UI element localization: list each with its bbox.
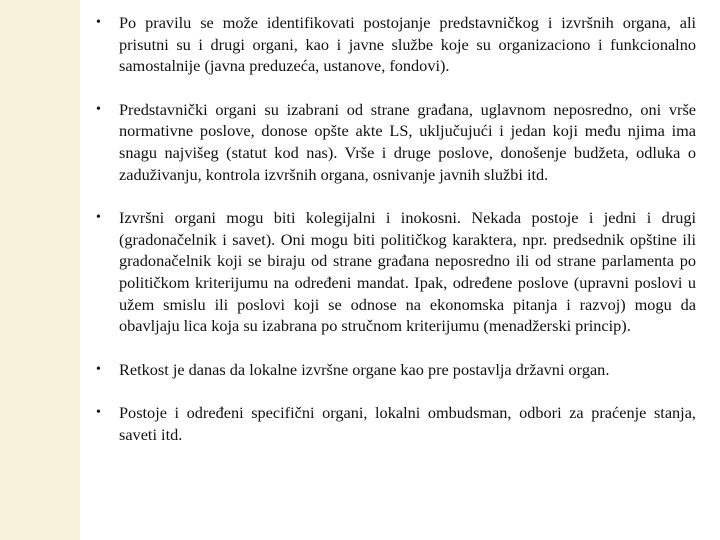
- bullet-item-3: [94, 207, 696, 337]
- bullet-text: Po pravilu se može identifikovati postojanje predstavničkog i izvršnih organa, ali prisutni su i drugi organi, kao i javne službe koje su organizaciono i funkcionalno samostalnije (javna preduzeća, ustanove, fondovi).: [119, 13, 696, 76]
- bullet-text: Predstavnički organi su izabrani od strane građana, uglavnom neposredno, oni vrše normativne poslove, donose opšte akte LS, uključujući i jedan koji među njima ima snagu najvišeg (statut kod nas). Vrše i druge poslove, donošenje budžeta, odluka o zaduživanju, kontrola izvršnih organa, osnivanje javnih službi itd.: [119, 99, 696, 184]
- bullet-text: Izvršni organi mogu biti kolegijalni i inokosni. Nekada postoje i jedni i drugi (gradonačelnik i savet). Oni mogu biti političkog karaktera, npr. predsednik opštine ili gradonačelnik koji se biraju od strane građana neposredno ili od strane parlamenta po političkom kriterijumu na određeni mandat. Ipak, određene poslove (upravni poslovi u užem smislu ili poslovi koji se odnose na ekonomska pitanja i razvoj) mogu da obavljaju lica koja su izabrana po stručnom kriterijumu (menadžerski princip).: [119, 208, 696, 336]
- bullet-item-4: [94, 359, 696, 381]
- bullet-dot-icon: •: [96, 101, 101, 117]
- bullet-dot-icon: •: [96, 15, 101, 30]
- bullet-text: Retkost je danas da lokalne izvršne organe kao pre postavlja državni organ.: [119, 359, 610, 379]
- bullet-dot-icon: •: [96, 405, 101, 421]
- bullet-text: Postoje i određeni specifični organi, lokalni ombudsman, odbori za praćenje stanja, saveti itd.: [119, 403, 696, 444]
- bullet-item-5: [94, 402, 696, 445]
- bullet-dot-icon: •: [96, 210, 101, 226]
- bullet-dot-icon: •: [96, 361, 101, 377]
- bullet-item-1: [94, 12, 696, 77]
- bullet-item-2: [94, 99, 696, 185]
- left-decorative-strip: [0, 0, 80, 540]
- slide-content: [94, 12, 696, 446]
